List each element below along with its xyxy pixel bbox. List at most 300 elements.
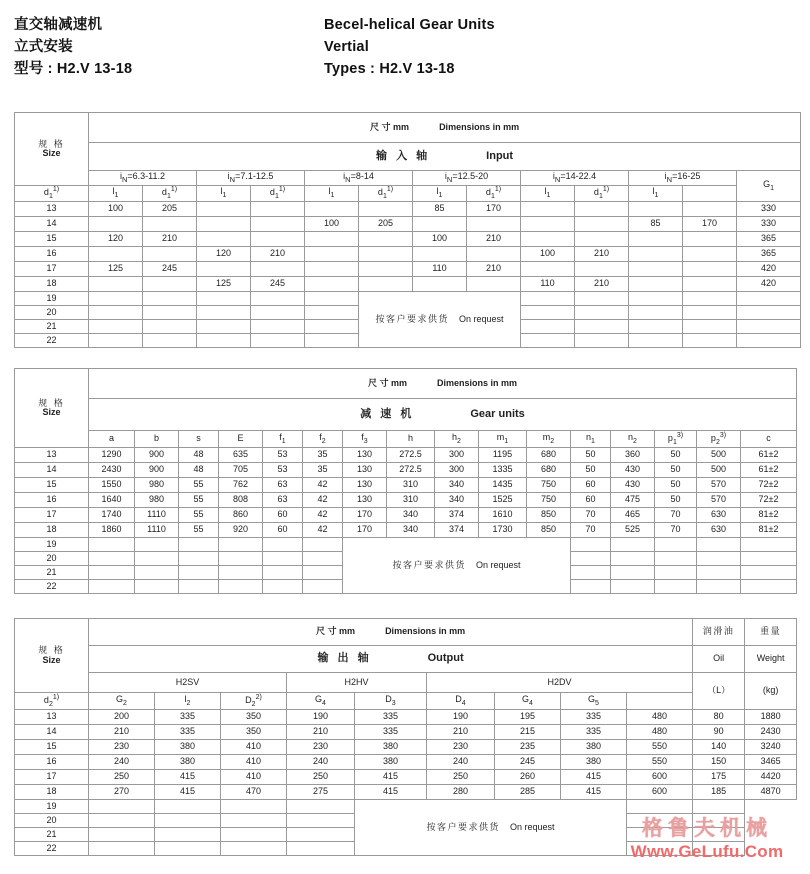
oil-header-en: Oil bbox=[693, 646, 745, 673]
cell-g1: 420 bbox=[737, 277, 801, 292]
cell: 335 bbox=[355, 710, 427, 725]
cell-weight bbox=[693, 814, 745, 828]
cell bbox=[287, 800, 355, 814]
cell: 205 bbox=[359, 217, 413, 232]
row-size: 17 bbox=[15, 508, 89, 523]
oil-unit-label: （L） bbox=[693, 673, 745, 710]
cell bbox=[629, 306, 683, 320]
gear-unit-table bbox=[14, 368, 797, 594]
cell: 100 bbox=[305, 217, 359, 232]
cell bbox=[575, 217, 629, 232]
dimensions-title-en: Dimensions in mm bbox=[437, 377, 518, 388]
row-size: 18 bbox=[15, 277, 89, 292]
cell bbox=[155, 814, 221, 828]
cell bbox=[575, 262, 629, 277]
dimensions-title-cell bbox=[89, 619, 693, 646]
cell: 410 bbox=[221, 770, 287, 785]
cell: 130 bbox=[343, 448, 387, 463]
cell bbox=[197, 334, 251, 348]
cell bbox=[221, 800, 287, 814]
column-header-s: s bbox=[179, 431, 219, 448]
cell bbox=[521, 202, 575, 217]
cell: 235 bbox=[495, 740, 561, 755]
cell bbox=[575, 202, 629, 217]
column-header-d2: $d_2^{1)}$ bbox=[15, 693, 89, 710]
column-header-d1: $d_1^{1)}$ bbox=[15, 186, 89, 202]
cell: 525 bbox=[611, 523, 655, 538]
cell: 100 bbox=[89, 202, 143, 217]
cell bbox=[143, 217, 197, 232]
table-row bbox=[15, 232, 801, 247]
cell bbox=[305, 247, 359, 262]
cell: 60 bbox=[571, 478, 611, 493]
cell: 61±2 bbox=[741, 463, 797, 478]
cell-g1: 365 bbox=[737, 232, 801, 247]
column-header-d1: $d_1^{1)}$ bbox=[143, 186, 197, 202]
cell-oil: 80 bbox=[693, 710, 745, 725]
cell bbox=[575, 306, 629, 320]
header-chinese-block bbox=[14, 14, 314, 80]
cell-oil: 90 bbox=[693, 725, 745, 740]
cell-oil bbox=[627, 828, 693, 842]
cell: 550 bbox=[627, 740, 693, 755]
size-label-cn: 规 格 bbox=[38, 645, 65, 656]
cell bbox=[143, 247, 197, 262]
row-size: 20 bbox=[15, 552, 89, 566]
cell: 980 bbox=[135, 493, 179, 508]
row-size: 19 bbox=[15, 538, 89, 552]
column-header-m1: $m_1$ bbox=[479, 431, 527, 448]
on-request-cn: 按客户要求供货 bbox=[392, 559, 466, 570]
cell: 380 bbox=[355, 755, 427, 770]
cell-g1: 330 bbox=[737, 202, 801, 217]
cell bbox=[697, 580, 741, 594]
cell: 210 bbox=[251, 247, 305, 262]
column-header-n2: $n_2$ bbox=[611, 431, 655, 448]
cell bbox=[305, 334, 359, 348]
cell bbox=[521, 217, 575, 232]
row-size: 22 bbox=[15, 334, 89, 348]
cell: 340 bbox=[435, 478, 479, 493]
cell: 1195 bbox=[479, 448, 527, 463]
table-row bbox=[15, 800, 797, 814]
cell bbox=[571, 538, 611, 552]
row-size: 13 bbox=[15, 710, 89, 725]
cell bbox=[135, 552, 179, 566]
cell: 50 bbox=[655, 463, 697, 478]
cell: 415 bbox=[155, 770, 221, 785]
cell: 63 bbox=[263, 478, 303, 493]
cell: 50 bbox=[571, 463, 611, 478]
cell bbox=[305, 292, 359, 306]
table-row bbox=[15, 538, 797, 552]
cell bbox=[629, 232, 683, 247]
cell: 1640 bbox=[89, 493, 135, 508]
cell bbox=[655, 552, 697, 566]
cell: 125 bbox=[197, 277, 251, 292]
cell bbox=[251, 262, 305, 277]
cell: 430 bbox=[611, 463, 655, 478]
cell bbox=[89, 217, 143, 232]
size-header-cell bbox=[15, 619, 89, 693]
cell bbox=[467, 277, 521, 292]
cell: 285 bbox=[495, 785, 561, 800]
cell bbox=[143, 277, 197, 292]
table-row bbox=[15, 292, 801, 306]
dimensions-title-cn: 尺 寸 mm bbox=[316, 626, 356, 637]
cell: 60 bbox=[263, 523, 303, 538]
cell bbox=[89, 538, 135, 552]
header-english-block bbox=[324, 14, 794, 80]
cell bbox=[89, 842, 155, 856]
table-row bbox=[15, 277, 801, 292]
cell: 42 bbox=[303, 478, 343, 493]
cell bbox=[521, 232, 575, 247]
cell-g1 bbox=[737, 320, 801, 334]
cell bbox=[89, 828, 155, 842]
table-row bbox=[15, 710, 797, 725]
cell: 900 bbox=[135, 448, 179, 463]
cell bbox=[197, 262, 251, 277]
cell: 230 bbox=[287, 740, 355, 755]
ratio-group-2 bbox=[197, 171, 305, 186]
cell: 130 bbox=[343, 493, 387, 508]
cell: 210 bbox=[143, 232, 197, 247]
cell bbox=[219, 580, 263, 594]
header-cn-line-3: 型号 : H2.V 13-18 bbox=[14, 61, 133, 77]
gear-unit-title-en: Gear units bbox=[470, 407, 525, 420]
group-header-h2dv: H2DV bbox=[427, 673, 693, 693]
cell bbox=[629, 334, 683, 348]
cell: 980 bbox=[135, 478, 179, 493]
cell bbox=[629, 277, 683, 292]
cell bbox=[251, 202, 305, 217]
cell-oil bbox=[627, 842, 693, 856]
cell bbox=[571, 566, 611, 580]
cell: 125 bbox=[89, 262, 143, 277]
input-shaft-table bbox=[14, 112, 801, 348]
cell: 245 bbox=[495, 755, 561, 770]
output-title-en: Output bbox=[427, 652, 464, 665]
cell bbox=[197, 292, 251, 306]
cell bbox=[179, 580, 219, 594]
table-row bbox=[15, 508, 797, 523]
cell bbox=[741, 566, 797, 580]
cell: 340 bbox=[387, 523, 435, 538]
cell: 900 bbox=[135, 463, 179, 478]
cell bbox=[611, 580, 655, 594]
cell bbox=[219, 566, 263, 580]
cell bbox=[251, 292, 305, 306]
weight-header-cn: 重量 bbox=[745, 619, 797, 646]
column-header-p1: $p_1^{3)}$ bbox=[655, 431, 697, 448]
cell bbox=[143, 334, 197, 348]
cell bbox=[305, 277, 359, 292]
cell bbox=[135, 580, 179, 594]
oil-header-cn: 润滑油 bbox=[693, 619, 745, 646]
row-size: 18 bbox=[15, 523, 89, 538]
row-size: 18 bbox=[15, 785, 89, 800]
row-size: 14 bbox=[15, 463, 89, 478]
cell: 860 bbox=[219, 508, 263, 523]
cell: 63 bbox=[263, 493, 303, 508]
cell bbox=[221, 842, 287, 856]
cell: 475 bbox=[611, 493, 655, 508]
cell: 35 bbox=[303, 463, 343, 478]
cell: 72±2 bbox=[741, 478, 797, 493]
cell bbox=[741, 552, 797, 566]
column-header-l1: $l_1$ bbox=[89, 186, 143, 202]
cell: 60 bbox=[263, 508, 303, 523]
cell: 195 bbox=[495, 710, 561, 725]
cell bbox=[697, 538, 741, 552]
cell: 200 bbox=[89, 710, 155, 725]
cell: 335 bbox=[155, 725, 221, 740]
column-header-E: E bbox=[219, 431, 263, 448]
cell bbox=[287, 842, 355, 856]
cell-oil: 140 bbox=[693, 740, 745, 755]
column-header-d1: $d_1^{1)}$ bbox=[251, 186, 305, 202]
cell: 100 bbox=[413, 232, 467, 247]
cell bbox=[221, 814, 287, 828]
cell: 340 bbox=[387, 508, 435, 523]
cell bbox=[575, 320, 629, 334]
on-request-en: On request bbox=[475, 559, 521, 570]
table-row bbox=[15, 202, 801, 217]
cell: 42 bbox=[303, 508, 343, 523]
table-row bbox=[15, 247, 801, 262]
column-header-D3: $D_3$ bbox=[355, 693, 427, 710]
column-header-m2: $m_2$ bbox=[527, 431, 571, 448]
gear-unit-title-cn: 减 速 机 bbox=[360, 407, 415, 420]
cell: 360 bbox=[611, 448, 655, 463]
cell bbox=[135, 566, 179, 580]
cell bbox=[305, 232, 359, 247]
header-cn-line-2: 立式安装 bbox=[14, 39, 73, 55]
cell bbox=[303, 566, 343, 580]
cell: 750 bbox=[527, 478, 571, 493]
cell: 70 bbox=[655, 508, 697, 523]
cell bbox=[741, 538, 797, 552]
cell: 280 bbox=[427, 785, 495, 800]
cell: 1740 bbox=[89, 508, 135, 523]
ratio-group-1 bbox=[89, 171, 197, 186]
cell: 48 bbox=[179, 463, 219, 478]
cell: 60 bbox=[571, 493, 611, 508]
row-size: 15 bbox=[15, 232, 89, 247]
cell: 170 bbox=[683, 217, 737, 232]
cell: 55 bbox=[179, 523, 219, 538]
row-size: 21 bbox=[15, 828, 89, 842]
cell: 81±2 bbox=[741, 508, 797, 523]
table-row bbox=[15, 262, 801, 277]
column-header-G4: $G_4$ bbox=[287, 693, 355, 710]
ratio-label: $i_N=14-22.4$ bbox=[552, 171, 597, 184]
cell-weight: 1880 bbox=[745, 710, 797, 725]
cell bbox=[135, 538, 179, 552]
cell bbox=[251, 334, 305, 348]
cell bbox=[221, 828, 287, 842]
row-size: 17 bbox=[15, 262, 89, 277]
row-size: 14 bbox=[15, 725, 89, 740]
size-label-en: Size bbox=[42, 654, 61, 665]
cell bbox=[155, 842, 221, 856]
cell: 410 bbox=[221, 755, 287, 770]
row-size: 22 bbox=[15, 580, 89, 594]
cell: 415 bbox=[355, 785, 427, 800]
cell bbox=[359, 247, 413, 262]
cell bbox=[305, 306, 359, 320]
watermark-url: Www.GeLufu.Com bbox=[630, 842, 784, 861]
table-row bbox=[15, 725, 797, 740]
cell: 42 bbox=[303, 523, 343, 538]
group-header-h2sv: H2SV bbox=[89, 673, 287, 693]
cell bbox=[197, 306, 251, 320]
cell: 110 bbox=[413, 262, 467, 277]
cell: 50 bbox=[655, 493, 697, 508]
cell: 230 bbox=[427, 740, 495, 755]
column-header-d1: $d_1^{1)}$ bbox=[359, 186, 413, 202]
cell-weight bbox=[693, 842, 745, 856]
group-header-h2hv: H2HV bbox=[287, 673, 427, 693]
cell bbox=[629, 247, 683, 262]
table-row bbox=[15, 523, 797, 538]
row-size: 21 bbox=[15, 566, 89, 580]
cell bbox=[359, 202, 413, 217]
cell bbox=[611, 552, 655, 566]
cell-oil bbox=[627, 814, 693, 828]
row-size: 22 bbox=[15, 842, 89, 856]
row-size: 20 bbox=[15, 306, 89, 320]
cell bbox=[89, 277, 143, 292]
cell bbox=[629, 292, 683, 306]
cell: 210 bbox=[467, 232, 521, 247]
row-size: 20 bbox=[15, 814, 89, 828]
column-header-G2: $G_2$ bbox=[89, 693, 155, 710]
cell bbox=[89, 320, 143, 334]
cell: 53 bbox=[263, 448, 303, 463]
cell bbox=[251, 232, 305, 247]
cell: 245 bbox=[143, 262, 197, 277]
on-request-cell bbox=[343, 538, 571, 594]
ratio-group-3 bbox=[305, 171, 413, 186]
cell bbox=[89, 580, 135, 594]
cell: 500 bbox=[697, 448, 741, 463]
cell-oil bbox=[627, 800, 693, 814]
ratio-group-6 bbox=[629, 171, 737, 186]
column-header-G5: $G_5$ bbox=[561, 693, 627, 710]
cell: 310 bbox=[387, 478, 435, 493]
cell bbox=[359, 262, 413, 277]
size-label-en: Size bbox=[42, 148, 61, 158]
cell: 215 bbox=[495, 725, 561, 740]
cell: 170 bbox=[467, 202, 521, 217]
cell: 680 bbox=[527, 448, 571, 463]
on-request-en: On request bbox=[458, 313, 504, 324]
cell: 70 bbox=[655, 523, 697, 538]
table-row bbox=[15, 217, 801, 232]
column-header-f2: $f_2$ bbox=[303, 431, 343, 448]
cell bbox=[521, 306, 575, 320]
cell bbox=[305, 262, 359, 277]
cell: 415 bbox=[561, 770, 627, 785]
cell bbox=[251, 320, 305, 334]
cell: 275 bbox=[287, 785, 355, 800]
cell bbox=[305, 320, 359, 334]
cell: 210 bbox=[467, 262, 521, 277]
cell: 1525 bbox=[479, 493, 527, 508]
cell bbox=[179, 538, 219, 552]
cell bbox=[155, 828, 221, 842]
dimensions-title-en: Dimensions in mm bbox=[385, 626, 466, 637]
cell bbox=[197, 232, 251, 247]
output-title-cell bbox=[89, 646, 693, 673]
cell bbox=[155, 800, 221, 814]
cell-weight: 4420 bbox=[745, 770, 797, 785]
ratio-group-5 bbox=[521, 171, 629, 186]
ratio-label: $i_N=16-25$ bbox=[664, 171, 701, 184]
size-label-cn: 规 格 bbox=[38, 138, 65, 149]
cell-g1 bbox=[737, 334, 801, 348]
cell: 210 bbox=[89, 725, 155, 740]
cell: 350 bbox=[221, 725, 287, 740]
cell bbox=[611, 566, 655, 580]
input-title-en: Input bbox=[486, 149, 514, 162]
on-request-cn: 按客户要求供货 bbox=[426, 821, 500, 832]
column-header-b: b bbox=[135, 431, 179, 448]
column-header-d1: $d_1^{1)}$ bbox=[467, 186, 521, 202]
cell bbox=[683, 306, 737, 320]
cell bbox=[89, 566, 135, 580]
cell-g1 bbox=[737, 292, 801, 306]
cell: 55 bbox=[179, 478, 219, 493]
row-size: 21 bbox=[15, 320, 89, 334]
cell bbox=[629, 320, 683, 334]
cell bbox=[655, 538, 697, 552]
cell: 374 bbox=[435, 523, 479, 538]
cell: 250 bbox=[89, 770, 155, 785]
cell: 240 bbox=[287, 755, 355, 770]
cell bbox=[89, 552, 135, 566]
cell bbox=[521, 292, 575, 306]
on-request-cell bbox=[355, 800, 627, 856]
table-row bbox=[15, 755, 797, 770]
cell bbox=[575, 334, 629, 348]
column-header-p2: $p_2^{3)}$ bbox=[697, 431, 741, 448]
output-title-cn: 输 出 轴 bbox=[317, 652, 372, 665]
size-label-en: Size bbox=[42, 407, 61, 417]
cell: 85 bbox=[413, 202, 467, 217]
on-request-en: On request bbox=[509, 821, 555, 832]
cell bbox=[263, 538, 303, 552]
cell-g1: 330 bbox=[737, 217, 801, 232]
cell bbox=[219, 552, 263, 566]
cell: 600 bbox=[627, 785, 693, 800]
cell bbox=[683, 334, 737, 348]
cell bbox=[89, 814, 155, 828]
cell-g1: 365 bbox=[737, 247, 801, 262]
cell bbox=[413, 247, 467, 262]
cell bbox=[521, 320, 575, 334]
cell: 380 bbox=[355, 740, 427, 755]
cell bbox=[575, 232, 629, 247]
cell bbox=[197, 217, 251, 232]
cell: 210 bbox=[427, 725, 495, 740]
dimensions-title-cn: 尺 寸 mm bbox=[368, 377, 408, 388]
column-header-a: a bbox=[89, 431, 135, 448]
cell: 1110 bbox=[135, 523, 179, 538]
cell: 210 bbox=[575, 247, 629, 262]
